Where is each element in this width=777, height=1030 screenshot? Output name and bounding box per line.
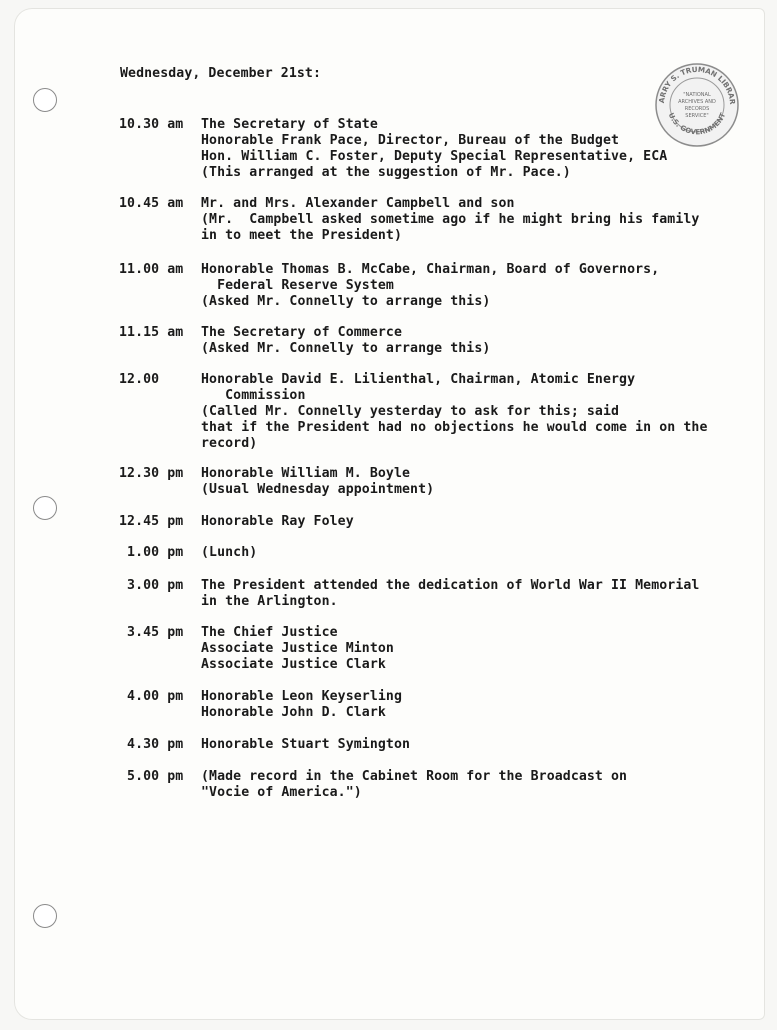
entry-lines <box>201 769 741 801</box>
entry-time: 12.30 pm <box>119 466 184 481</box>
page-heading: Wednesday, December 21st: <box>120 66 321 81</box>
stamp-bottom-text: U.S. GOVERNMENT <box>666 111 728 137</box>
entry-line: Honorable David E. Lilienthal, Chairman, Atomic Energy <box>201 372 636 387</box>
entry-line: Honorable John D. Clark <box>201 705 386 720</box>
entry-lines <box>201 117 741 181</box>
entry-line: Associate Justice Clark <box>201 657 386 672</box>
entry-lines <box>201 689 741 721</box>
entry-line: Honorable Leon Keyserling <box>201 689 402 704</box>
entry-lines <box>201 196 741 244</box>
entry-lines <box>201 466 741 498</box>
entry-line: The Chief Justice <box>201 625 338 640</box>
entry-line: (This arranged at the suggestion of Mr. Pace.) <box>201 165 571 180</box>
entry-lines <box>201 262 741 310</box>
entry-time: 12.45 pm <box>119 514 184 529</box>
entry-lines <box>201 545 741 561</box>
entry-line: (Lunch) <box>201 545 258 560</box>
entry-lines <box>201 737 741 753</box>
entry-line: (Asked Mr. Connelly to arrange this) <box>201 341 491 356</box>
entry-line: Associate Justice Minton <box>201 641 394 656</box>
entry-line: The President attended the dedication of World War II Memorial <box>201 578 700 593</box>
entry-time: 11.15 am <box>119 325 184 340</box>
punch-hole-top <box>33 88 57 112</box>
entry-line: (Called Mr. Connelly yesterday to ask for this; said <box>201 404 620 419</box>
entry-time: 10.30 am <box>119 117 184 132</box>
entry-lines <box>201 625 741 673</box>
entry-line: (Usual Wednesday appointment) <box>201 482 435 497</box>
punch-hole-bottom <box>33 904 57 928</box>
entry-line: that if the President had no objections he would come in on the <box>201 420 708 435</box>
entry-time: 12.00 <box>119 372 160 387</box>
entry-line: Mr. and Mrs. Alexander Campbell and son <box>201 196 515 211</box>
entry-time: 3.00 pm <box>119 578 184 593</box>
stamp-inner-line: SERVICE" <box>685 113 709 119</box>
stamp-inner-line: ARCHIVES AND <box>678 99 716 105</box>
entry-lines <box>201 514 741 530</box>
punch-hole-middle <box>33 496 57 520</box>
entry-line: Honorable William M. Boyle <box>201 466 411 481</box>
entry-line: Commission <box>201 388 306 403</box>
entry-time: 5.00 pm <box>119 769 184 784</box>
entry-line: The Secretary of State <box>201 117 378 132</box>
entry-line: Honorable Thomas B. McCabe, Chairman, Board of Governors, <box>201 262 660 277</box>
stamp-inner-line: "NATIONAL <box>683 92 711 98</box>
entry-line: (Asked Mr. Connelly to arrange this) <box>201 294 491 309</box>
entry-line: Honorable Stuart Symington <box>201 737 411 752</box>
entry-line: in the Arlington. <box>201 594 338 609</box>
entry-line: in to meet the President) <box>201 228 402 243</box>
entry-lines <box>201 372 741 452</box>
entry-line: The Secretary of Commerce <box>201 325 402 340</box>
entry-lines <box>201 578 741 610</box>
entry-line: Federal Reserve System <box>201 278 394 293</box>
entry-line: "Vocie of America.") <box>201 785 362 800</box>
entry-line: record) <box>201 436 258 451</box>
entry-line: Hon. William C. Foster, Deputy Special Representative, ECA <box>201 149 668 164</box>
entry-lines <box>201 325 741 357</box>
entry-line: (Made record in the Cabinet Room for the Broadcast on <box>201 769 628 784</box>
entry-time: 4.00 pm <box>119 689 184 704</box>
entry-time: 3.45 pm <box>119 625 184 640</box>
entry-time: 11.00 am <box>119 262 184 277</box>
entry-time: 10.45 am <box>119 196 184 211</box>
entry-time: 1.00 pm <box>119 545 184 560</box>
stamp-inner-line: RECORDS <box>684 106 710 112</box>
stamp-outer-text: ARRY S. TRUMAN LIBRAR <box>656 64 738 105</box>
entry-line: Honorable Frank Pace, Director, Bureau of the Budget <box>201 133 620 148</box>
entry-line: (Mr. Campbell asked sometime ago if he might bring his family <box>201 212 700 227</box>
entry-time: 4.30 pm <box>119 737 184 752</box>
entry-line: Honorable Ray Foley <box>201 514 354 529</box>
